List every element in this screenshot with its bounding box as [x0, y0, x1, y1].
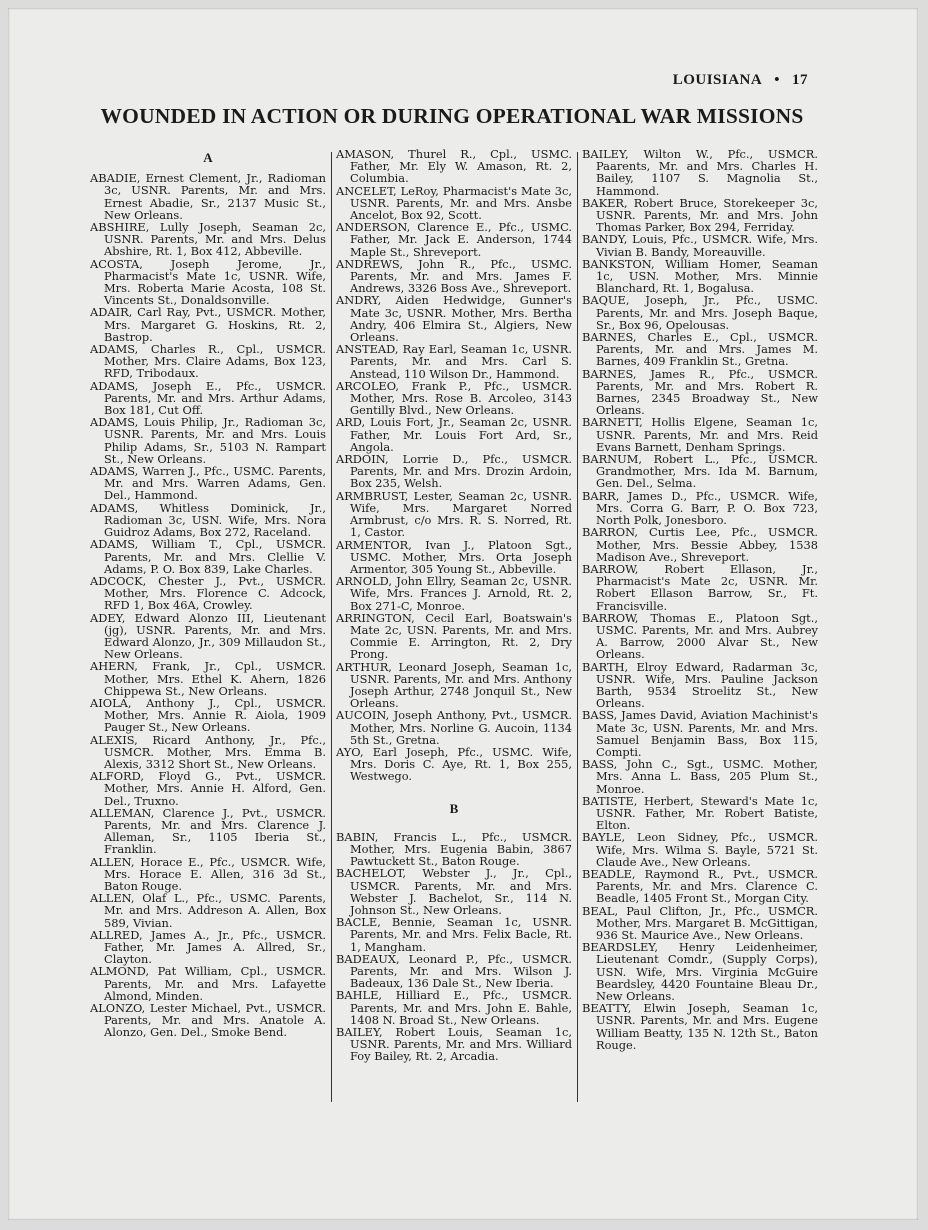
document-page [8, 8, 918, 1220]
casualty-entry: BARROW, Robert Ellason, Jr., Pharmacist's Mate 2c, USNR. Mr. Robert Ellason Barrow, Sr., Ft. Francisville. [582, 561, 818, 613]
casualty-entry: AUCOIN, Joseph Anthony, Pvt., USMCR. Mother, Mrs. Norline G. Aucoin, 1134 5th St., Gretna. [336, 708, 572, 747]
casualty-entry: BADEAUX, Leonard P., Pfc., USMCR. Parents, Mr. and Mrs. Wilson J. Badeaux, 136 Dale St., New Iberia. [336, 951, 572, 991]
casualty-entry: BEARDSLEY, Henry Leidenheimer, Lieutenant Comdr., (Supply Corps), USN. Wife, Mrs. Virginia McGuire Beardsley, 4420 Fountaine Bleau Dr., New Orleans. [582, 940, 818, 1004]
casualty-entry: ABSHIRE, Lully Joseph, Seaman 2c, USNR. Parents, Mr. and Mrs. Delus Abshire, Rt. 1, Box 412, Abbeville. [90, 220, 326, 259]
casualty-entry: BARNUM, Robert L., Pfc., USMCR. Grandmother, Mrs. Ida M. Barnum, Gen. Del., Selma. [582, 452, 818, 491]
casualty-entry: BARR, James D., Pfc., USMCR. Wife, Mrs. Corra G. Barr, P. O. Box 723, North Polk, Jonesboro. [582, 488, 818, 528]
casualty-entry: BEADLE, Raymond R., Pvt., USMCR. Parents, Mr. and Mrs. Clarence C. Beadle, 1405 Front St., Morgan City. [582, 866, 818, 906]
casualty-entry: BANKSTON, William Homer, Seaman 1c, USN. Mother, Mrs. Minnie Blanchard, Rt. 1, Bogalusa. [582, 256, 818, 296]
section-letter: B [449, 800, 459, 816]
casualty-entry: ADAMS, Louis Philip, Jr., Radioman 3c, USNR. Parents, Mr. and Mrs. Louis Philip Adams, Sr., 5103 N. Rampart St., New Orleans. [90, 415, 326, 466]
casualty-entry: ANDRY, Aiden Hedwidge, Gunner's Mate 3c, USNR. Mother, Mrs. Bertha Andry, 406 Elmira St., Algiers, New Orleans. [336, 293, 572, 345]
casualty-entry: AHERN, Frank, Jr., Cpl., USMCR. Mother, Mrs. Ethel K. Ahern, 1826 Chippewa St., New Orleans. [90, 659, 326, 698]
casualty-entry: ANCELET, LeRoy, Pharmacist's Mate 3c, USNR. Parents, Mr. and Mrs. Ansbe Ancelot, Box 92, Scott. [336, 183, 572, 223]
casualty-entry: BASS, John C., Sgt., USMC. Mother, Mrs. Anna L. Bass, 205 Plum St., Monroe. [582, 757, 818, 796]
casualty-entry: AIOLA, Anthony J., Cpl., USMCR. Mother, Mrs. Annie R. Aiola, 1909 Pauger St., New Orleans. [90, 695, 326, 735]
casualty-entry: ACOSTA, Joseph Jerome, Jr., Pharmacist's Mate 1c, USNR. Wife, Mrs. Roberta Marie Acosta, 108 St. Vincents St., Donaldsonville. [90, 256, 326, 308]
page-header [673, 72, 808, 89]
casualty-entry: ARNOLD, John Ellry, Seaman 2c, USNR. Wife, Mrs. Frances J. Arnold, Rt. 2, Box 271-C, Monroe. [336, 574, 572, 613]
page-title: WOUNDED IN ACTION OR DURING OPERATIONAL WAR MISSIONS [100, 104, 804, 128]
casualty-entry: BATISTE, Herbert, Steward's Mate 1c, USNR. Father, Mr. Robert Batiste, Elton. [582, 793, 818, 833]
casualty-entry: BAKER, Robert Bruce, Storekeeper 3c, USNR. Parents, Mr. and Mrs. John Thomas Parker, Box 294, Ferriday. [582, 195, 818, 235]
casualty-entry: BAYLE, Leon Sidney, Pfc., USMCR. Wife, Mrs. Wilma S. Bayle, 5721 St. Claude Ave., New Orleans. [582, 830, 818, 869]
column-3 [582, 148, 818, 1108]
column-2 [336, 148, 572, 1108]
casualty-entry: BACHELOT, Webster J., Jr., Cpl., USMCR. Parents, Mr. and Mrs. Webster J. Bachelot, Sr., 114 N. Johnson St., New Orleans. [336, 866, 572, 917]
casualty-entry: BEATTY, Elwin Joseph, Seaman 1c, USNR. Parents, Mr. and Mrs. Eugene William Beatty, 135 N. 12th St., Baton Rouge. [582, 1001, 818, 1052]
casualty-entry: ARCOLEO, Frank P., Pfc., USMCR. Mother, Mrs. Rose B. Arcoleo, 3143 Gentilly Blvd., New Orleans. [336, 378, 572, 418]
casualty-entry: ADEY, Edward Alonzo III, Lieutenant (jg), USNR. Parents, Mr. and Mrs. Edward Alonzo, Jr., 309 Millaudon St., New Orleans. [90, 610, 326, 662]
casualty-entry: ALFORD, Floyd G., Pvt., USMCR. Mother, Mrs. Annie H. Alford, Gen. Del., Truxno. [90, 769, 326, 808]
casualty-entry: BAHLE, Hilliard E., Pfc., USMCR. Parents, Mr. and Mrs. John E. Bahle, 1408 N. Broad St., New Orleans. [336, 988, 572, 1027]
casualty-entry: ADAMS, Whitless Dominick, Jr., Radioman 3c, USN. Wife, Mrs. Nora Guidroz Adams, Box 272, Raceland. [90, 500, 326, 540]
column-1 [90, 148, 326, 1108]
section-letter: A [203, 150, 213, 165]
casualty-entry: ARMBRUST, Lester, Seaman 2c, USNR. Wife, Mrs. Margaret Norred Armbrust, c/o Mrs. R. S. Norred, Rt. 1, Castor. [336, 488, 572, 540]
casualty-entry: BEAL, Paul Clifton, Jr., Pfc., USMCR. Mother, Mrs. Margaret B. McGittigan, 936 St. Maurice Ave., New Orleans. [582, 903, 818, 942]
casualty-entry: ARDOIN, Lorrie D., Pfc., USMCR. Parents, Mr. and Mrs. Drozin Ardoin, Box 235, Welsh. [336, 452, 572, 491]
casualty-entry: AYO, Earl Joseph, Pfc., USMC. Wife, Mrs. Doris C. Aye, Rt. 1, Box 255, Westwego. [336, 744, 572, 784]
casualty-entry: BARNES, James R., Pfc., USMCR. Parents, Mr. and Mrs. Robert R. Barnes, 2345 Broadway St., New Orleans. [582, 366, 818, 418]
casualty-entry: ALEXIS, Ricard Anthony, Jr., Pfc., USMCR. Mother, Mrs. Emma B. Alexis, 3312 Short St., New Orleans. [90, 732, 326, 771]
casualty-entry: ARD, Louis Fort, Jr., Seaman 2c, USNR. Father, Mr. Louis Fort Ard, Sr., Angola. [336, 415, 572, 454]
casualty-entry: BACLE, Bennie, Seaman 1c, USNR. Parents, Mr. and Mrs. Felix Bacle, Rt. 1, Mangham. [336, 915, 572, 954]
casualty-entry: ALMOND, Pat William, Cpl., USMCR. Parents, Mr. and Mrs. Lafayette Almond, Minden. [90, 964, 326, 1003]
casualty-entry: BARRON, Curtis Lee, Pfc., USMCR. Mother, Mrs. Bessie Abbey, 1538 Madison Ave., Shreveport. [582, 525, 818, 564]
casualty-entry: ABADIE, Ernest Clement, Jr., Radioman 3c, USNR. Parents, Mr. and Mrs. Ernest Abadie, Sr., 2137 Music St., New Orleans. [90, 171, 326, 222]
casualty-entry: BASS, James David, Aviation Machinist's Mate 3c, USN. Parents, Mr. and Mrs. Samuel Benjamin Bass, Box 115, Compti. [582, 708, 818, 759]
column-divider [577, 152, 578, 1102]
casualty-entry: ADCOCK, Chester J., Pvt., USMCR. Mother, Mrs. Florence C. Adcock, RFD 1, Box 46A, Crowley. [90, 573, 326, 613]
column-divider [331, 152, 332, 1102]
casualty-entry: ALLEMAN, Clarence J., Pvt., USMCR. Parents, Mr. and Mrs. Clarence J. Alleman, Sr., 1105 Iberia St., Franklin. [90, 805, 326, 857]
casualty-entry: BARTH, Elroy Edward, Radarman 3c, USNR. Wife, Mrs. Pauline Jackson Barth, 9534 Stroelitz St., New Orleans. [582, 659, 818, 711]
casualty-entry: ALONZO, Lester Michael, Pvt., USMCR. Parents, Mr. and Mrs. Anatole A. Alonzo, Gen. Del., Smoke Bend. [90, 1001, 326, 1040]
casualty-entry: ALLEN, Olaf L., Pfc., USMC. Parents, Mr. and Mrs. Addreson A. Allen, Box 589, Vivian. [90, 891, 326, 930]
casualty-entry: BARNETT, Hollis Elgene, Seaman 1c, USNR. Parents, Mr. and Mrs. Reid Evans Barnett, Denham Springs. [582, 415, 818, 454]
page-number: 17 [792, 72, 808, 88]
casualty-entry: ARMENTOR, Ivan J., Platoon Sgt., USMC. Mother, Mrs. Orta Joseph Armentor, 305 Young St., Abbeville. [336, 537, 572, 576]
casualty-entry: BABIN, Francis L., Pfc., USMCR. Mother, Mrs. Eugenia Babin, 3867 Pawtuckett St., Baton Rouge. [336, 829, 572, 869]
casualty-entry: ADAMS, Joseph E., Pfc., USMCR. Parents, Mr. and Mrs. Arthur Adams, Box 181, Cut Off. [90, 378, 326, 418]
casualty-entry: BAQUE, Joseph, Jr., Pfc., USMC. Parents, Mr. and Mrs. Joseph Baque, Sr., Box 96, Opelousas. [582, 293, 818, 332]
casualty-entry: ANDREWS, John R., Pfc., USMC. Parents, Mr. and Mrs. James F. Andrews, 3326 Boss Ave., Shreveport. [336, 256, 572, 296]
casualty-entry: ARRINGTON, Cecil Earl, Boatswain's Mate 2c, USN. Parents, Mr. and Mrs. Commie E. Arrington, Rt. 2, Dry Prong. [336, 610, 572, 662]
casualty-entry: ALLRED, James A., Jr., Pfc., USMCR. Father, Mr. James A. Allred, Sr., Clayton. [90, 927, 326, 967]
casualty-entry: BARNES, Charles E., Cpl., USMCR. Parents, Mr. and Mrs. James M. Barnes, 409 Franklin St., Gretna. [582, 330, 818, 369]
casualty-entry: ADAMS, Charles R., Cpl., USMCR. Mother, Mrs. Claire Adams, Box 123, RFD, Tribodaux. [90, 342, 326, 381]
casualty-entry: AMASON, Thurel R., Cpl., USMC. Father, Mr. Ely W. Amason, Rt. 2, Columbia. [336, 148, 572, 186]
columns-container [90, 148, 820, 1108]
casualty-entry: ANSTEAD, Ray Earl, Seaman 1c, USNR. Parents, Mr. and Mrs. Carl S. Anstead, 110 Wilson Dr., Hammond. [336, 342, 572, 381]
casualty-entry: BANDY, Louis, Pfc., USMCR. Wife, Mrs. Vivian B. Bandy, Moreauville. [582, 232, 818, 259]
casualty-entry: ADAMS, Warren J., Pfc., USMC. Parents, Mr. and Mrs. Warren Adams, Gen. Del., Hammond. [90, 464, 326, 503]
state-name: LOUISIANA [672, 72, 763, 88]
casualty-entry: ARTHUR, Leonard Joseph, Seaman 1c, USNR. Parents, Mr. and Mrs. Anthony Joseph Arthur, 2748 Jonquil St., New Orleans. [336, 659, 572, 711]
casualty-entry: BARROW, Thomas E., Platoon Sgt., USMC. Parents, Mr. and Mrs. Aubrey A. Barrow, 2000 Alvar St., New Orleans. [582, 610, 818, 662]
casualty-entry: ALLEN, Horace E., Pfc., USMCR. Wife, Mrs. Horace E. Allen, 316 3d St., Baton Rouge. [90, 854, 326, 893]
casualty-entry: ADAIR, Carl Ray, Pvt., USMCR. Mother, Mrs. Margaret G. Hoskins, Rt. 2, Bastrop. [90, 305, 326, 344]
casualty-entry: ADAMS, William T., Cpl., USMCR. Parents, Mr. and Mrs. Clellie V. Adams, P. O. Box 839, Lake Charles. [90, 537, 326, 576]
casualty-entry: BAILEY, Robert Louis, Seaman 1c, USNR. Parents, Mr. and Mrs. Williard Foy Bailey, Rt. 2, Arcadia. [336, 1025, 572, 1064]
casualty-entry: BAILEY, Wilton W., Pfc., USMCR. Paarents, Mr. and Mrs. Charles H. Bailey, 1107 S. Magnolia St., Hammond. [582, 148, 818, 198]
header-separator: • [774, 72, 780, 88]
casualty-entry: ANDERSON, Clarence E., Pfc., USMC. Father, Mr. Jack E. Anderson, 1744 Maple St., Shreveport. [336, 220, 572, 259]
